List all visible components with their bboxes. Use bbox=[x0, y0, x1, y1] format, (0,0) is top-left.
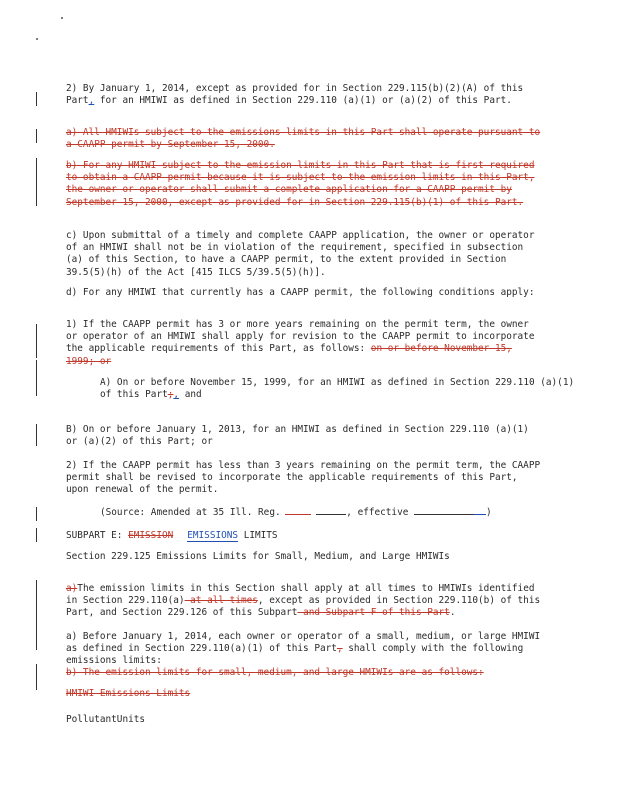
scan-speck bbox=[36, 38, 38, 40]
revision-bar bbox=[36, 424, 37, 446]
revision-bar bbox=[36, 580, 37, 650]
table-header: PollutantUnits bbox=[66, 714, 146, 725]
paragraph-a-new: a) Before January 1, 2014, each owner or operator of a small, medium, or large HMIWI as defined in Section 229.110(a)(1) of this Part, shall comply with the following emissions limits: bbox=[66, 631, 541, 667]
revision-bar bbox=[36, 92, 37, 106]
revision-bar bbox=[36, 360, 37, 396]
paragraph-A: A) On or before November 15, 1999, for an HMIWI as defined in Section 229.110 (a)(1) of this Part;, and bbox=[100, 377, 575, 401]
revision-bar bbox=[36, 664, 37, 690]
revision-bar bbox=[36, 528, 37, 542]
heading-struck: HMIWI Emissions Limits bbox=[66, 688, 191, 699]
paragraph-b-struck: b) For any HMIWI subject to the emission limits in this Part that is first required to obtain a CAAPP permit because it is subject to the emission limits in this Part, the owner or operator shall submit a complete application for a CAAPP permit by September 15, 2000, except as provided for in Section 229.115(b)(1) of this Part. bbox=[66, 160, 535, 208]
paragraph-1: 1) If the CAAPP permit has 3 or more years remaining on the permit term, the owner or operator of an HMIWI shall apply for revision to the CAAPP permit to incorporate the applicable requirements of this Part, as follows: on or before November 15, 1999; or bbox=[66, 319, 535, 367]
paragraph-B: B) On or before January 1, 2013, for an HMIWI as defined in Section 229.110 (a)(1) or (a)(2) of this Part; or bbox=[66, 424, 529, 448]
paragraph-b-new-struck: b) The emission limits for small, medium, and large HMIWIs are as follows: bbox=[66, 667, 484, 678]
paragraph-2b: 2) If the CAAPP permit has less than 3 years remaining on the permit term, the CAAPP permit shall be revised to incorporate the applicable requirements of this Part, upon renewal of the permit. bbox=[66, 460, 541, 496]
section-title: Section 229.125 Emissions Limits for Small, Medium, and Large HMIWIs bbox=[66, 551, 450, 562]
paragraph-c: c) Upon submittal of a timely and complete CAAPP application, the owner or operator of an HMIWI shall not be in violation of the requirement, specified in subsection (a) of this Section, to have a CAAPP permit, to the extent provided in Section 39.5(5)(h) of the Act [415 ILCS 5/39.5(5)(h)]. bbox=[66, 230, 535, 278]
revision-bar bbox=[36, 507, 37, 521]
paragraph-a-struck: a) All HMIWIs subject to the emissions limits in this Part shall operate pursuant to a CAAPP permit by September 15, 2000. bbox=[66, 127, 541, 151]
source-note: (Source: Amended at 35 Ill. Reg. , effective ) bbox=[100, 507, 492, 518]
revision-bar bbox=[36, 129, 37, 143]
revision-bar bbox=[36, 158, 37, 206]
revision-bar bbox=[36, 324, 37, 358]
paragraph-2: 2) By January 1, 2014, except as provided for in Section 229.115(b)(2)(A) of this Part, for an HMIWI as defined in Section 229.110 (a)(1) or (a)(2) of this Part. bbox=[66, 83, 524, 107]
subpart-heading: SUBPART E: EMISSION EMISSIONS LIMITS bbox=[66, 530, 278, 541]
paragraph-d: d) For any HMIWI that currently has a CAAPP permit, the following conditions apply: bbox=[66, 287, 535, 298]
paragraph-emission-limits: a)The emission limits in this Section shall apply at all times to HMIWIs identified in Section 229.110(a) at all times, except as provided in Section 229.110(b) of this Part, and Section 229.126 of this Subpart and Subpart F of this Part. bbox=[66, 583, 541, 619]
scan-speck bbox=[61, 17, 63, 19]
